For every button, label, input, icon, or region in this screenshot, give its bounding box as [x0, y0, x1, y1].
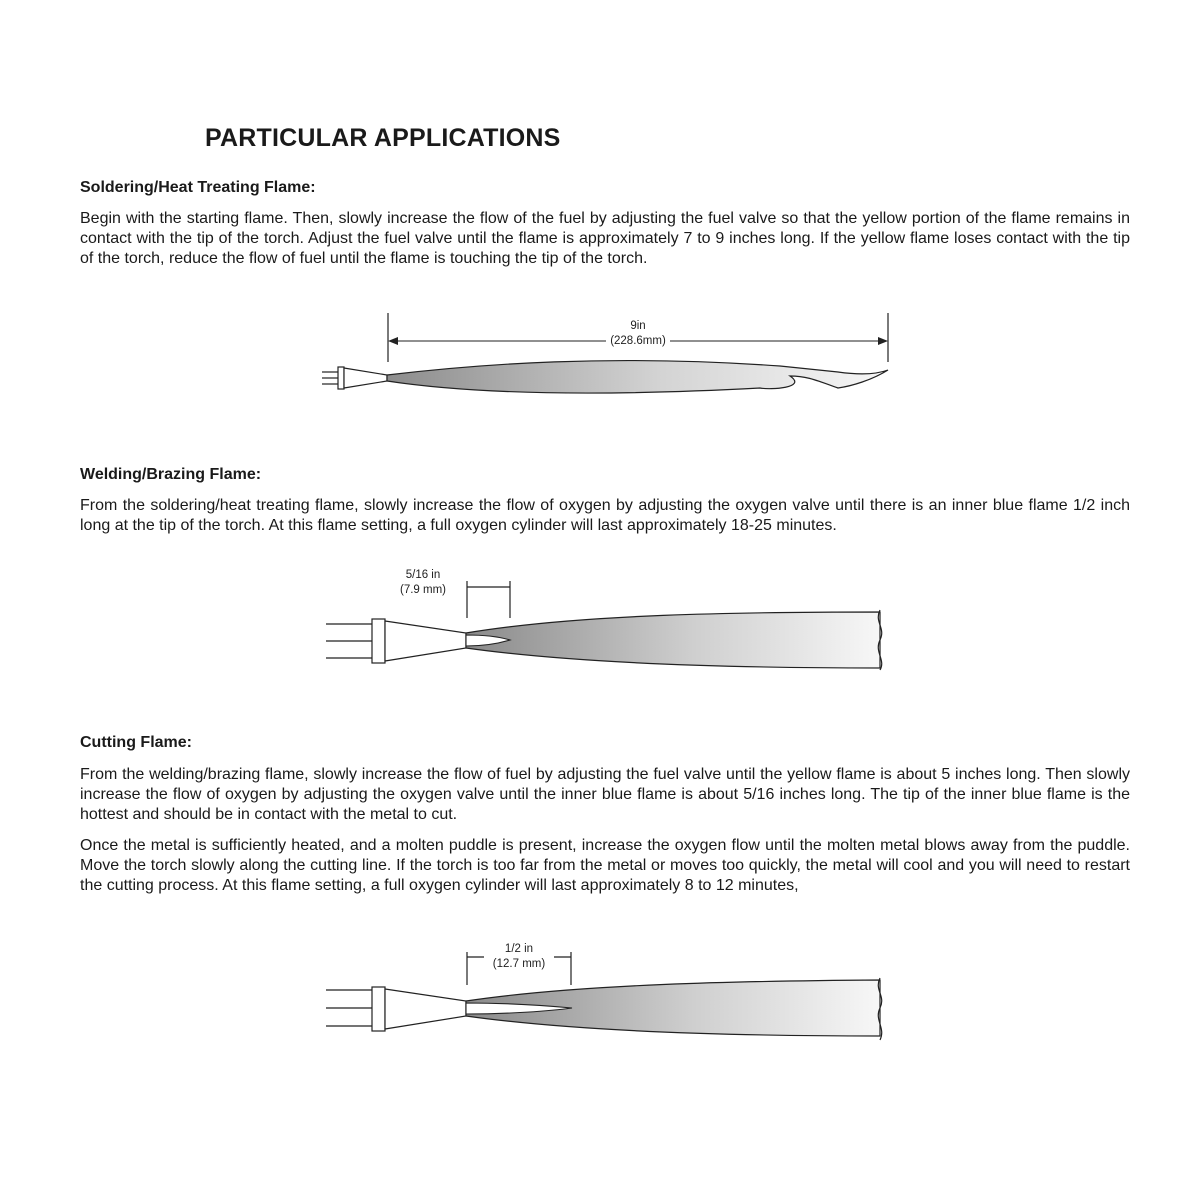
dimension-label: 1/2 in [504, 943, 534, 955]
dimension-arrow-left [388, 337, 398, 345]
soldering-paragraph: Begin with the starting flame. Then, slowly increase the flow of the fuel by adjusting the fuel valve so that the yellow portion of the flame remains in contact with the tip of the torch. Adjust the fuel valve until the flame is approximately 7 to 9 inches long. If the yellow flame loses contact with the tip of the torch, reduce the flow of fuel until the flame is touching the tip of the torch. [80, 210, 1130, 267]
section-heading-welding: Welding/Brazing Flame: [80, 466, 262, 483]
page-title: PARTICULAR APPLICATIONS [205, 124, 561, 152]
section-heading-cutting: Cutting Flame: [80, 734, 192, 751]
flame-shape [466, 612, 880, 668]
cutting-flame-figure [0, 935, 1200, 1055]
torch-icon [326, 619, 466, 663]
dimension-label-metric: (228.6mm) [610, 335, 666, 347]
soldering-flame-figure [0, 300, 1200, 420]
dimension-label: 9in [630, 320, 646, 332]
welding-paragraph: From the soldering/heat treating flame, slowly increase the flow of oxygen by adjusting the oxygen valve until there is an inner blue flame 1/2 inch long at the tip of the torch. At this flame setting, a full oxygen cylinder will last approximately 18-25 minutes. [80, 497, 1130, 534]
welding-flame-figure [0, 560, 1200, 690]
torch-icon [326, 987, 466, 1031]
dimension-arrow-right [878, 337, 888, 345]
cutting-paragraph-2: Once the metal is sufficiently heated, and a molten puddle is present, increase the oxygen flow until the molten metal blows away from the puddle. Move the torch slowly along the cutting line. If the torch is too far from the metal or moves too quickly, the metal will cool and you will need to restart the cutting process. At this flame setting, a full oxygen cylinder will last approximately 8 to 12 minutes, [80, 837, 1130, 894]
dimension-label: 5/16 in [405, 569, 441, 581]
flame-shape [387, 361, 888, 393]
cutting-paragraph-1: From the welding/brazing flame, slowly increase the flow of fuel by adjusting the fuel valve until the yellow flame is about 5 inches long. Then slowly increase the flow of oxygen by adjusting the oxygen valve until the inner blue flame is about 5/16 inches long. The tip of the inner blue flame is the hottest and should be in contact with the metal to cut. [80, 766, 1130, 823]
torch-icon [322, 367, 387, 389]
dimension-label-metric: (7.9 mm) [400, 584, 446, 596]
dimension-label-metric: (12.7 mm) [492, 958, 546, 970]
section-heading-soldering: Soldering/Heat Treating Flame: [80, 179, 316, 196]
